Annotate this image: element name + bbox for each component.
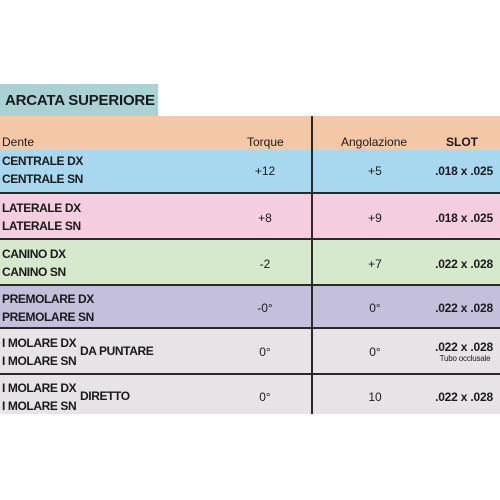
tooth-name-line2: CANINO SN <box>2 265 66 279</box>
bracket-type-label: DIRETTO <box>80 389 130 403</box>
tooth-name <box>2 290 94 326</box>
tooth-name-line1: LATERALE DX <box>2 201 81 215</box>
slot-value: .018 x .025 <box>435 164 493 178</box>
tooth-name-line1: I MOLARE DX <box>2 336 77 350</box>
torque-value: +8 <box>258 211 272 225</box>
tooth-name <box>2 245 66 281</box>
bracket-type-label: DA PUNTARE <box>80 344 154 358</box>
angolazione-value: +9 <box>368 211 382 225</box>
table-header <box>0 116 500 150</box>
tooth-name-line1: CANINO DX <box>2 247 66 261</box>
header-torque: Torque <box>247 135 284 149</box>
column-divider <box>311 240 313 284</box>
header-angolazione: Angolazione <box>341 135 408 149</box>
torque-value: -2 <box>259 257 271 271</box>
column-divider <box>311 194 313 238</box>
table-row <box>0 150 500 192</box>
column-divider <box>311 375 313 414</box>
torque-value: 0° <box>259 345 271 359</box>
tooth-name <box>2 152 83 188</box>
table-row <box>0 284 500 327</box>
tooth-name-line2: I MOLARE SN <box>2 354 77 368</box>
tooth-name <box>2 334 76 370</box>
slot-value: .022 x .028 <box>435 257 493 271</box>
slot-note: Tubo occlusale <box>439 354 491 363</box>
column-divider <box>311 116 313 150</box>
header-slot: SLOT <box>446 135 478 149</box>
table-row <box>0 373 500 414</box>
table-row <box>0 238 500 284</box>
tooth-name-line2: LATERALE SN <box>2 219 81 233</box>
tooth-name-line1: I MOLARE DX <box>2 381 77 395</box>
tooth-name-line2: PREMOLARE SN <box>2 310 94 324</box>
slot-value: .022 x .028 <box>435 390 493 404</box>
slot-value: .022 x .028 <box>435 340 493 354</box>
column-divider <box>311 150 313 192</box>
table-row <box>0 192 500 238</box>
tooth-name-line2: I MOLARE SN <box>2 399 77 413</box>
tooth-name-line1: CENTRALE DX <box>2 154 83 168</box>
angolazione-value: 10 <box>368 390 382 404</box>
bracket-table <box>0 116 500 414</box>
tooth-name <box>2 379 76 415</box>
slot-value: .018 x .025 <box>435 211 493 225</box>
table-row <box>0 327 500 373</box>
section-title: ARCATA SUPERIORE <box>0 84 158 116</box>
angolazione-value: 0° <box>369 345 381 359</box>
slot-value: .022 x .028 <box>435 301 493 315</box>
tooth-name-line2: CENTRALE SN <box>2 172 83 186</box>
column-divider <box>311 286 313 327</box>
angolazione-value: 0° <box>369 301 381 315</box>
torque-value: +12 <box>254 164 276 178</box>
angolazione-value: +7 <box>368 257 382 271</box>
column-divider <box>311 329 313 373</box>
torque-value: 0° <box>259 390 271 404</box>
angolazione-value: +5 <box>368 164 382 178</box>
header-dente: Dente <box>2 135 35 149</box>
tooth-name-line1: PREMOLARE DX <box>2 292 94 306</box>
tooth-name <box>2 199 81 235</box>
torque-value: -0° <box>257 301 273 315</box>
